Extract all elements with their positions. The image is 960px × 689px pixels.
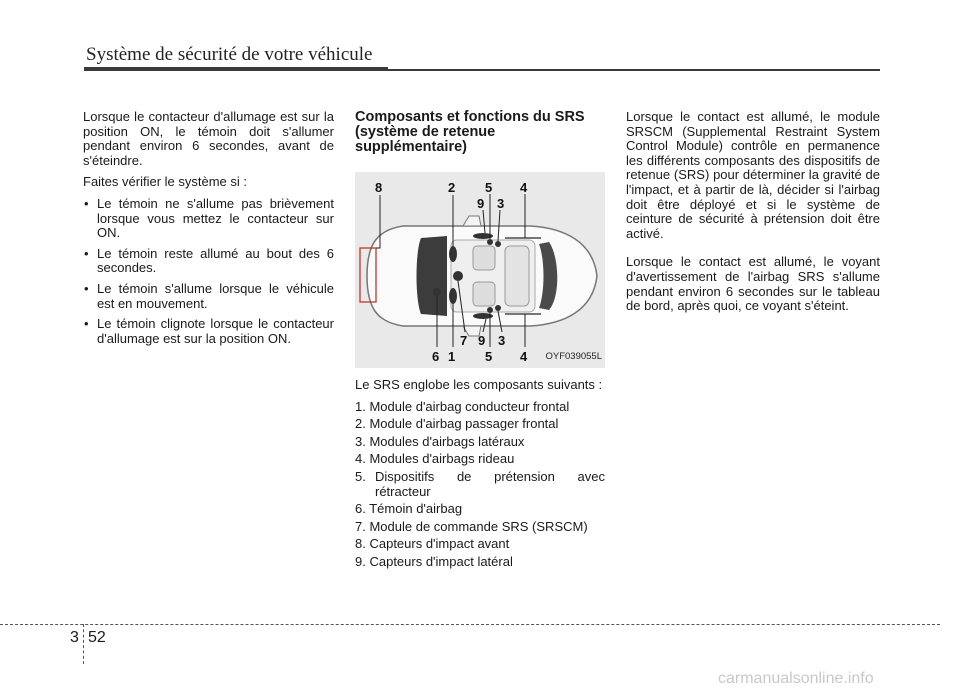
label-top-5: 5 [485, 180, 493, 195]
check-title: Faites vérifier le système si : [83, 174, 247, 190]
car-illustration [355, 172, 605, 368]
section-title: Composants et fonctions du SRS (système de retenue supplémentaire) [355, 109, 585, 155]
component-item: 5. Dispositifs de prétension avec rétracteur [355, 468, 605, 499]
check-list-item: • Le témoin ne s'allume pas brièvement lorsque vous mettez le contacteur sur ON. [83, 197, 334, 241]
column-right [626, 110, 880, 321]
column-middle [355, 110, 605, 573]
srs-car-diagram [355, 172, 605, 368]
label-bottom-7: 7 [460, 333, 468, 348]
figure-code: OYF039055L [545, 351, 602, 363]
intro-paragraph: Lorsque le contacteur d'allumage est sur la position ON, le témoin doit s'allumer pendant environ 6 secondes, avant de s'éteindre. [83, 109, 334, 168]
label-top-3: 3 [497, 196, 505, 211]
header-title: Système de sécurité de votre véhicule [86, 44, 373, 65]
component-item: 7. Module de commande SRS (SRSCM) [355, 518, 588, 534]
header-rule-thick [84, 67, 388, 71]
component-item: 9. Capteurs d'impact latéral [355, 553, 513, 569]
label-bottom-1: 1 [448, 349, 456, 364]
label-bottom-5: 5 [485, 349, 493, 364]
component-item: 4. Modules d'airbags rideau [355, 451, 515, 467]
label-bottom-3: 3 [498, 333, 506, 348]
label-bottom-6: 6 [432, 349, 440, 364]
page-number: 52 [88, 629, 106, 646]
watermark: carmanualsonline.info [718, 670, 874, 687]
component-item: 1. Module d'airbag conducteur frontal [355, 398, 570, 414]
label-top-2: 2 [448, 180, 456, 195]
component-item: 2. Module d'airbag passager frontal [355, 416, 559, 432]
srscm-paragraph: Lorsque le contact est allumé, le module SRSCM (Supplemental Restraint System Control Module) contrôle en permanence les différents composants des dispositifs de retenue (SRS) pour déterminer la gravité de l'impact, et à partir de là, décider si l'airbag doit être déployé et si le système de ceinture de sécurité à prétension doit être activé. [626, 109, 880, 241]
component-item: 8. Capteurs d'impact avant [355, 536, 510, 552]
component-item: 3. Modules d'airbags latéraux [355, 433, 525, 449]
check-list-item: • Le témoin clignote lorsque le contacteur d'allumage est sur la position ON. [83, 317, 334, 346]
label-top-9: 9 [477, 196, 485, 211]
footer-divider [0, 624, 940, 625]
check-list-item: • Le témoin s'allume lorsque le véhicule est en mouvement. [83, 282, 334, 311]
check-list [83, 197, 334, 346]
label-top-4: 4 [520, 180, 528, 195]
check-list-item: • Le témoin reste allumé au bout des 6 secondes. [83, 247, 334, 276]
component-list [355, 400, 605, 570]
label-bottom-9: 9 [478, 333, 486, 348]
column-left [83, 110, 334, 352]
footer-vertical-divider [83, 624, 84, 664]
warning-light-paragraph: Lorsque le contact est allumé, le voyant d'avertissement de l'airbag SRS s'allume pendant environ 6 secondes sur le tableau de bord, après quoi, ce voyant s'éteint. [626, 254, 880, 314]
component-item: 6. Témoin d'airbag [355, 501, 463, 517]
label-bottom-4: 4 [520, 349, 528, 364]
chapter-number: 3 [70, 629, 79, 646]
label-top-8: 8 [375, 180, 383, 195]
srs-intro: Le SRS englobe les composants suivants : [355, 377, 603, 392]
header-rule-thin [388, 69, 880, 71]
